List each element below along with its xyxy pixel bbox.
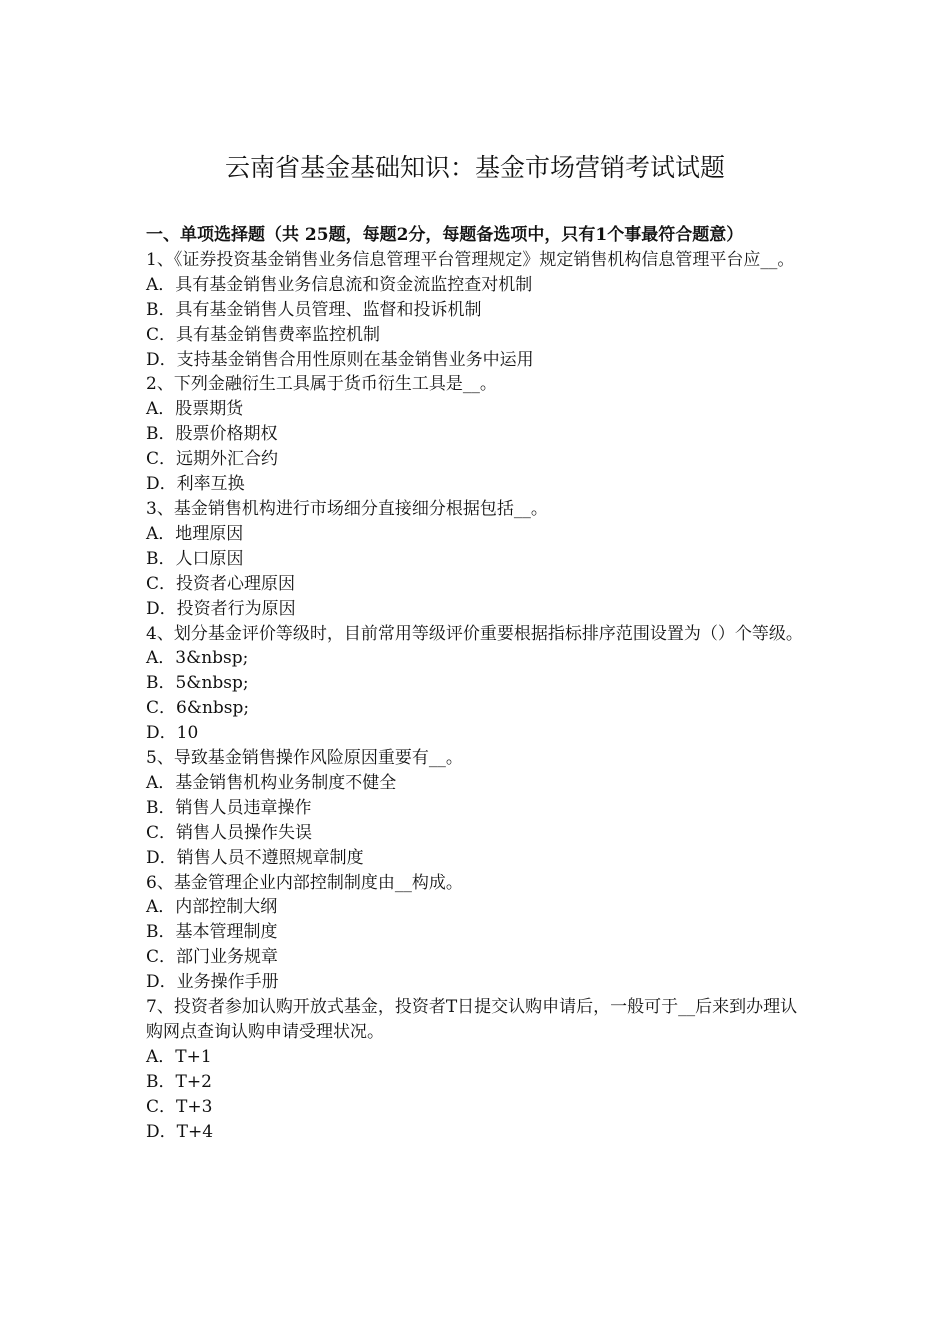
option-c: C．销售人员操作失误 (146, 822, 313, 843)
option-c: C．部门业务规章 (146, 947, 279, 968)
document-body (146, 223, 810, 1145)
option-c: C．T+3 (146, 1096, 213, 1117)
option-a: A．T+1 (146, 1046, 212, 1067)
option-d: D．销售人员不遵照规章制度 (146, 847, 364, 868)
option-c: C．具有基金销售费率监控机制 (146, 324, 381, 345)
question-stem: 2、下列金融衍生工具属于货币衍生工具是__。 (146, 374, 497, 395)
question-stem: 1、《证券投资基金销售业务信息管理平台管理规定》规定销售机构信息管理平台应__。 (146, 249, 795, 270)
option-a: A．具有基金销售业务信息流和资金流监控查对机制 (146, 274, 533, 295)
question-stem: 5、导致基金销售操作风险原因重要有__。 (146, 748, 463, 769)
question-1 (146, 248, 810, 373)
option-a: A．基金销售机构业务制度不健全 (146, 772, 397, 793)
option-d: D．T+4 (146, 1121, 214, 1142)
option-d: D．支持基金销售合用性原则在基金销售业务中运用 (146, 349, 534, 370)
question-7 (146, 995, 810, 1144)
option-b: B．销售人员违章操作 (146, 797, 312, 818)
option-b: B．股票价格期权 (146, 424, 278, 445)
question-3 (146, 497, 810, 622)
option-b: B．具有基金销售人员管理、监督和投诉机制 (146, 299, 482, 320)
option-a: A．内部控制大纲 (146, 897, 278, 918)
option-a: A．股票期货 (146, 399, 244, 420)
question-6 (146, 871, 810, 996)
document-title: 云南省基金基础知识：基金市场营销考试试题 (224, 153, 725, 182)
option-d: D．利率互换 (146, 474, 245, 495)
option-c: C．投资者心理原因 (146, 573, 296, 594)
option-d: D．10 (146, 723, 199, 744)
option-b: B．基本管理制度 (146, 922, 278, 943)
question-stem: 6、基金管理企业内部控制制度由__构成。 (146, 872, 463, 893)
question-5 (146, 746, 810, 871)
question-2 (146, 372, 810, 497)
question-stem: 7、投资者参加认购开放式基金，投资者T日提交认购申请后，一般可于__后来到办理认购网点查询认购申请受理状况。 (146, 997, 798, 1042)
option-c: C．6&nbsp; (146, 698, 250, 719)
option-a: A．3&nbsp; (146, 648, 249, 669)
section-heading: 一、单项选择题（共 25题，每题2分，每题备选项中，只有1个事最符合题意） (146, 225, 744, 245)
question-stem: 4、划分基金评价等级时，目前常用等级评价重要根据指标排序范围设置为（）个等级。 (146, 623, 803, 644)
option-d: D．业务操作手册 (146, 972, 279, 993)
option-d: D．投资者行为原因 (146, 598, 296, 619)
question-stem: 3、基金销售机构进行市场细分直接细分根据包括__。 (146, 498, 548, 519)
option-b: B．T+2 (146, 1071, 212, 1092)
option-a: A．地理原因 (146, 523, 244, 544)
question-4 (146, 622, 810, 747)
option-b: B．5&nbsp; (146, 673, 249, 694)
option-b: B．人口原因 (146, 548, 244, 569)
option-c: C．远期外汇合约 (146, 449, 279, 470)
